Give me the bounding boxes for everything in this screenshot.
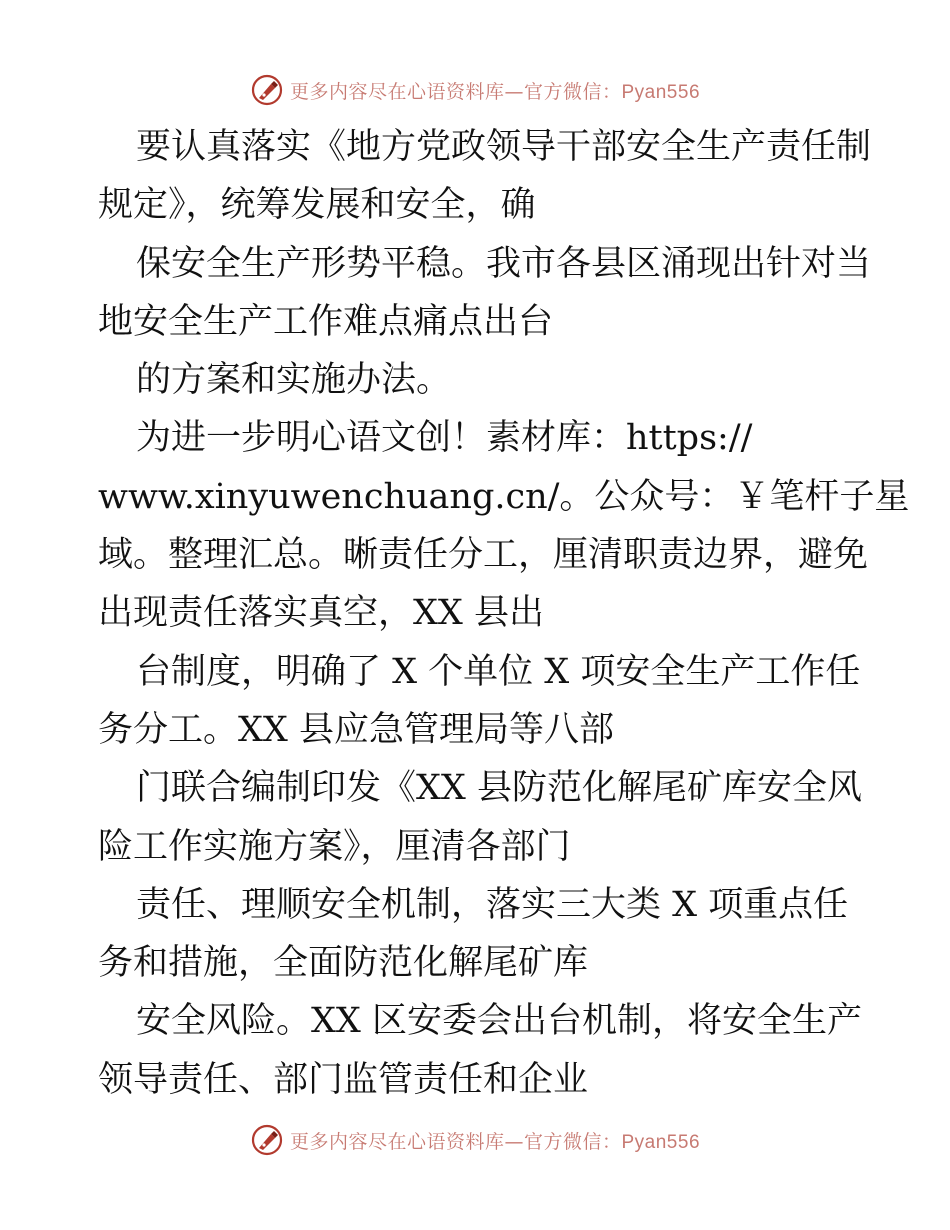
text-line: 要认真落实《地方党政领导干部安全生产责任制 bbox=[136, 127, 872, 167]
text-line: 领导责任、部门监管责任和企业 bbox=[98, 1059, 589, 1100]
text-line: 险工作实施方案》，厘清各部门 bbox=[98, 826, 571, 867]
fountain-pen-logo-icon bbox=[250, 1123, 284, 1157]
text-line: 责任、理顺安全机制，落实三大类 X 项重点任 bbox=[136, 884, 849, 925]
wechat-id: Pyan556 bbox=[621, 1131, 701, 1153]
text-line: 保安全生产形势平稳。我市各县区涌现出针对当 bbox=[136, 243, 872, 284]
text-line: 域。整理汇总。晰责任分工，厘清职责边界，避免 bbox=[98, 535, 869, 576]
text-line: 的方案和实施办法。 bbox=[136, 360, 452, 401]
text-line: 台制度，明确了 X 个单位 X 项安全生产工作任 bbox=[136, 651, 861, 692]
text-line: 地安全生产工作难点痛点出台 bbox=[98, 301, 554, 342]
text-line: 务分工。XX 县应急管理局等八部 bbox=[98, 709, 614, 750]
text-line: 规定》，统筹发展和安全，确 bbox=[98, 185, 536, 226]
watermark-text: 更多内容尽在心语资料库—官方微信：Pyan556 bbox=[289, 1130, 701, 1153]
footer-watermark bbox=[0, 1120, 950, 1160]
fountain-pen-logo-icon bbox=[250, 73, 284, 107]
text-line: 安全风险。XX 区安委会出台机制，将安全生产 bbox=[136, 1001, 862, 1042]
text-line: 出现责任落实真空，XX 县出 bbox=[98, 593, 544, 634]
wechat-id: Pyan556 bbox=[621, 81, 701, 103]
text-line: 务和措施，全面防范化解尾矿库 bbox=[98, 943, 589, 984]
document-body bbox=[98, 118, 910, 1109]
text-line: 门联合编制印发《XX 县防范化解尾矿库安全风 bbox=[136, 768, 862, 809]
watermark-text: 更多内容尽在心语资料库—官方微信：Pyan556 bbox=[289, 80, 701, 103]
text-line: www.xinyuwenchuang.cn/。公众号：￥笔杆子星 bbox=[98, 476, 910, 517]
text-line: 为进一步明心语文创！素材库：https:// bbox=[136, 418, 753, 459]
header-watermark bbox=[0, 70, 950, 110]
